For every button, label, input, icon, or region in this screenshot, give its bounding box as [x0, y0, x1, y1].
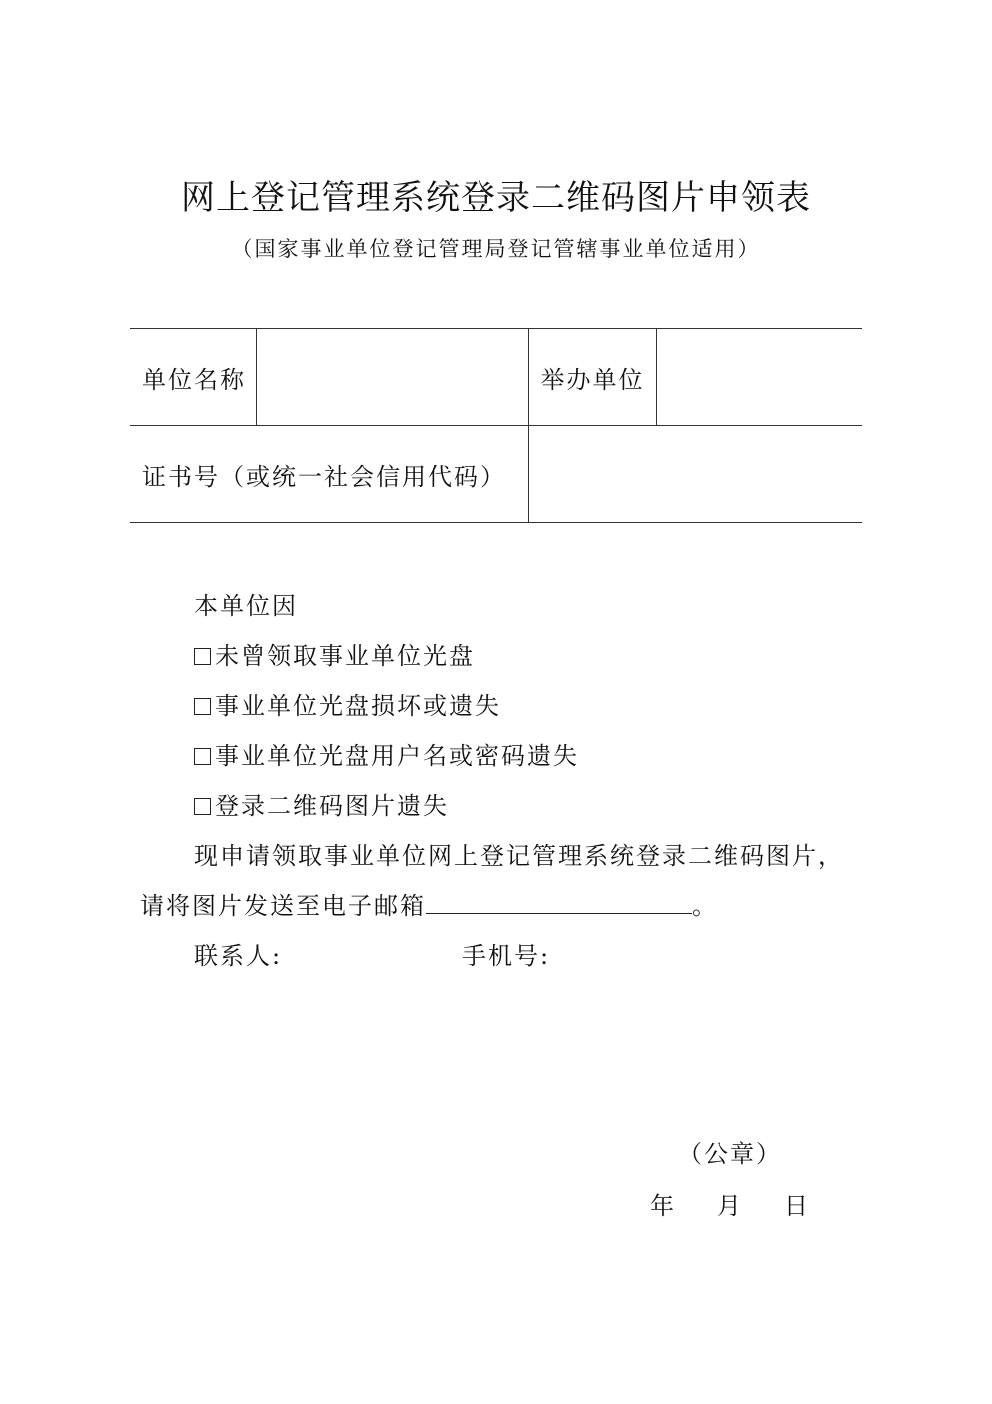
email-prompt: 请将图片发送至电子邮箱 [140, 892, 426, 920]
option-label: 未曾领取事业单位光盘 [215, 642, 475, 670]
form-title: 网上登记管理系统登录二维码图片申领表 [181, 178, 811, 218]
date-year: 年 [650, 1192, 676, 1220]
option-label: 事业单位光盘用户名或密码遗失 [215, 742, 579, 770]
request-line-1: 现申请领取事业单位网上登记管理系统登录二维码图片， [194, 842, 844, 870]
date-day: 日 [784, 1192, 810, 1220]
option-checkbox[interactable] [194, 798, 211, 815]
seal-label: （公章） [678, 1140, 782, 1168]
option-row [194, 740, 579, 772]
reason-intro: 本单位因 [194, 592, 298, 620]
unit-name-label: 单位名称 [130, 329, 256, 426]
info-table [130, 328, 862, 523]
email-suffix: 。 [692, 892, 718, 920]
option-label: 事业单位光盘损坏或遗失 [215, 692, 501, 720]
sponsor-label: 举办单位 [528, 329, 656, 426]
cert-no-label: 证书号（或统一社会信用代码） [130, 426, 528, 523]
request-line-2 [140, 890, 718, 922]
option-checkbox[interactable] [194, 648, 211, 665]
form-subtitle: （国家事业单位登记管理局登记管辖事业单位适用） [231, 237, 761, 261]
cert-no-field[interactable] [528, 426, 862, 523]
option-row [194, 640, 475, 672]
email-field[interactable] [426, 891, 692, 914]
option-checkbox[interactable] [194, 748, 211, 765]
option-label: 登录二维码图片遗失 [215, 792, 449, 820]
option-row [194, 690, 501, 722]
date-month: 月 [717, 1192, 743, 1220]
option-row [194, 790, 449, 822]
table-row [130, 329, 862, 426]
unit-name-field[interactable] [256, 329, 528, 426]
contact-label: 联系人: [194, 942, 283, 970]
phone-label: 手机号: [462, 942, 551, 970]
table-row [130, 426, 862, 523]
option-checkbox[interactable] [194, 698, 211, 715]
sponsor-field[interactable] [656, 329, 862, 426]
